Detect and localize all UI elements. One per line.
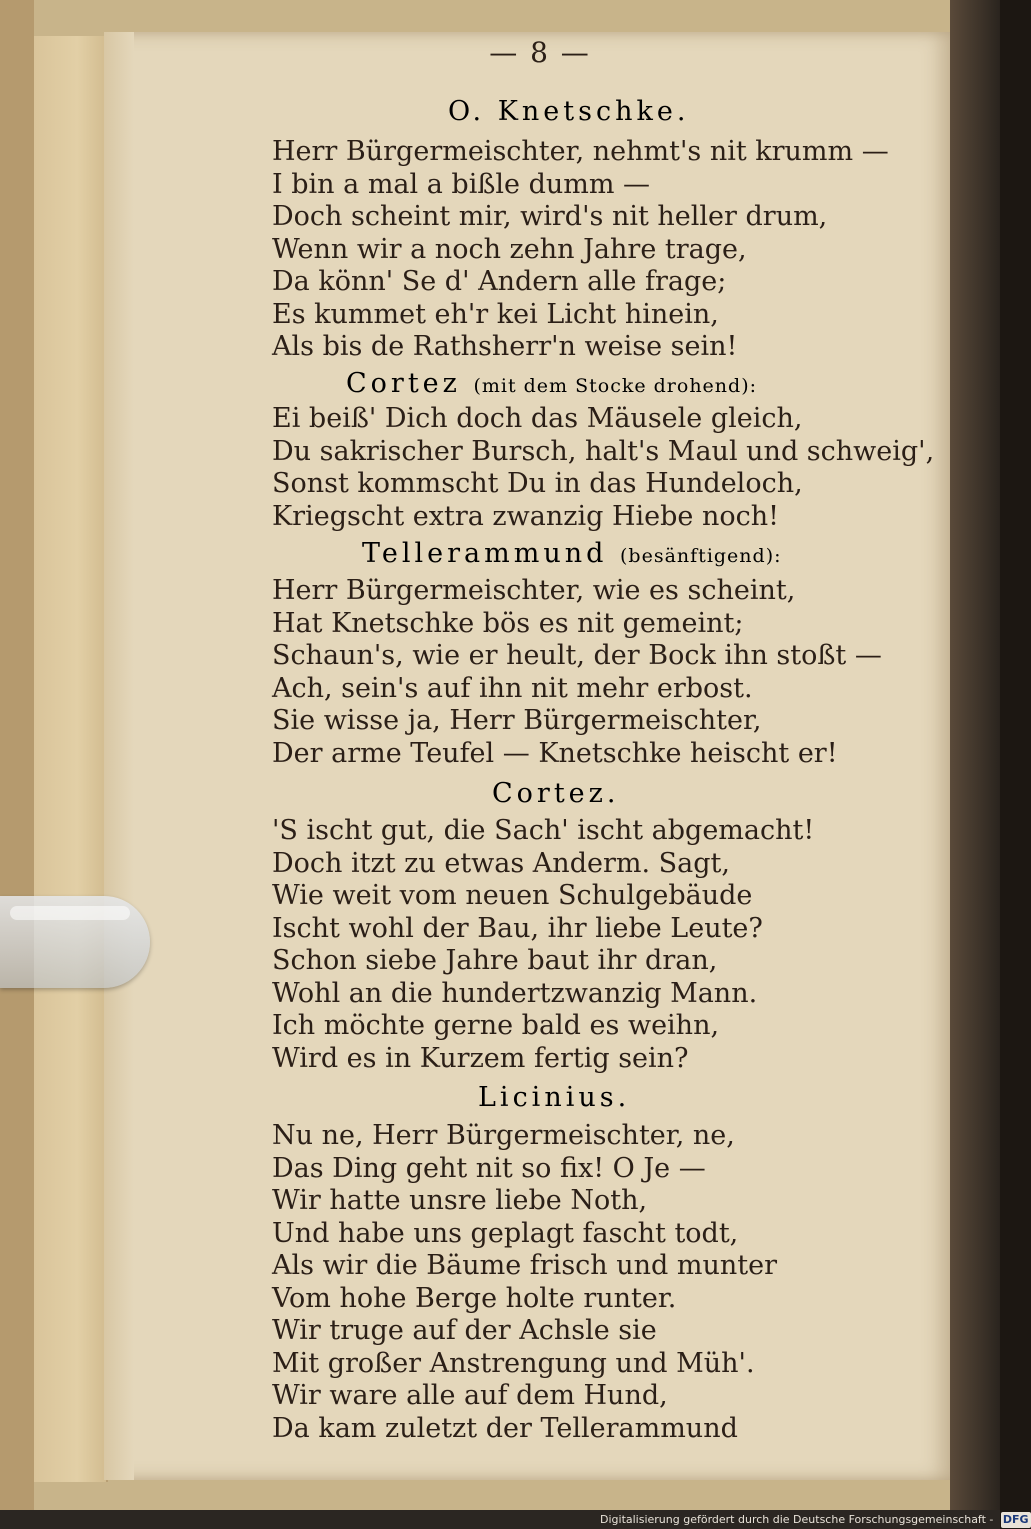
verse-line: Herr Bürgermeischter, wie es scheint, [272,575,796,606]
verse-block [272,575,882,770]
verse-line: I bin a mal a bißle dumm — [272,168,651,200]
verse-line: Ich möchte gerne bald es weihn, [272,1010,720,1041]
background-right [950,0,1000,1510]
speaker-name: Cortez [346,368,461,399]
verse-line: Wir truge auf der Achsle sie [272,1315,657,1346]
verse-line: Da könn' Se d' Andern alle frage; [272,266,727,297]
verse-line: 'S ischt gut, die Sach' ischt abgemacht! [272,815,815,846]
verse-line: Der arme Teufel — Knetschke heischt er! [272,737,838,769]
verse-line: Du sakrischer Bursch, halt's Maul und schweig', [272,435,935,467]
speaker-heading [492,778,619,809]
page-number: — 8 — [489,36,591,69]
verse-line: Hat Knetschke bös es nit gemeint; [272,607,744,639]
page-gutter [104,32,134,1480]
verse-line: Wohl an die hundertzwanzig Mann. [272,977,758,1009]
speaker-heading [346,368,757,399]
cover-edge [0,0,34,1510]
verse-line: Es kummet eh'r kei Licht hinein, [272,298,719,330]
verse-block [272,136,889,364]
verse-line: Wir hatte unsre liebe Noth, [272,1185,648,1216]
speaker-name: Licinius. [478,1082,631,1113]
verse-line: Wird es in Kurzem fertig sein? [272,1042,689,1074]
digitization-credit [600,1512,1029,1528]
verse-line: Das Ding geht nit so fix! O Je — [272,1152,706,1184]
verse-line: Ei beiß' Dich doch das Mäusele gleich, [272,403,803,434]
verse-line: Da kam zuletzt der Tellerammund [272,1412,738,1444]
verse-line: Sonst kommscht Du in das Hundeloch, [272,468,803,499]
verse-line: Sie wisse ja, Herr Bürgermeischter, [272,705,762,736]
verse-line: Wie weit vom neuen Schulgebäude [272,880,753,911]
verse-line: Doch scheint mir, wird's nit heller drum, [272,201,828,232]
speaker-name: Cortez. [492,778,620,809]
verse-line: Ischt wohl der Bau, ihr liebe Leute? [272,912,763,944]
verse-line: Kriegscht extra zwanzig Hiebe noch! [272,500,779,532]
verse-line: Wenn wir a noch zehn Jahre trage, [272,233,747,265]
verse-line: Schon siebe Jahre baut ihr dran, [272,945,718,976]
clip-highlight [10,906,130,920]
verse-line: Vom hohe Berge holte runter. [272,1282,677,1314]
credit-text: Digitalisierung gefördert durch die Deutsche Forschungsgemeinschaft - [600,1513,994,1526]
verse-line: Ach, sein's auf ihn nit mehr erbost. [272,672,753,704]
stage-direction: (besänftigend): [620,545,782,567]
verse-line: Und habe uns geplagt fascht todt, [272,1217,739,1249]
speaker-name: O. Knetschke. [448,96,690,127]
speaker-heading [362,538,782,569]
verse-line: Schaun's, wie er heult, der Bock ihn stoßt — [272,640,882,671]
verse-line: Mit großer Anstrengung und Müh'. [272,1347,755,1379]
verse-block [272,815,814,1075]
verse-line: Doch itzt zu etwas Anderm. Sagt, [272,847,730,879]
verse-line: Nu ne, Herr Bürgermeischter, ne, [272,1120,735,1151]
stage-direction: (mit dem Stocke drohend): [473,375,758,397]
verse-block [272,403,934,533]
verse-line: Als bis de Rathsherr'n weise sein! [272,331,738,362]
verse-line: Wir ware alle auf dem Hund, [272,1380,668,1411]
verse-line: Herr Bürgermeischter, nehmt's nit krumm — [272,136,889,167]
speaker-name: Tellerammund [362,538,608,569]
verse-block [272,1120,777,1445]
verse-line: Als wir die Bäume frisch und munter [272,1250,778,1281]
speaker-heading [478,1082,630,1113]
speaker-heading [448,96,689,127]
page-stack-edge [34,36,108,1482]
dfg-logo: DFG [1002,1513,1029,1526]
